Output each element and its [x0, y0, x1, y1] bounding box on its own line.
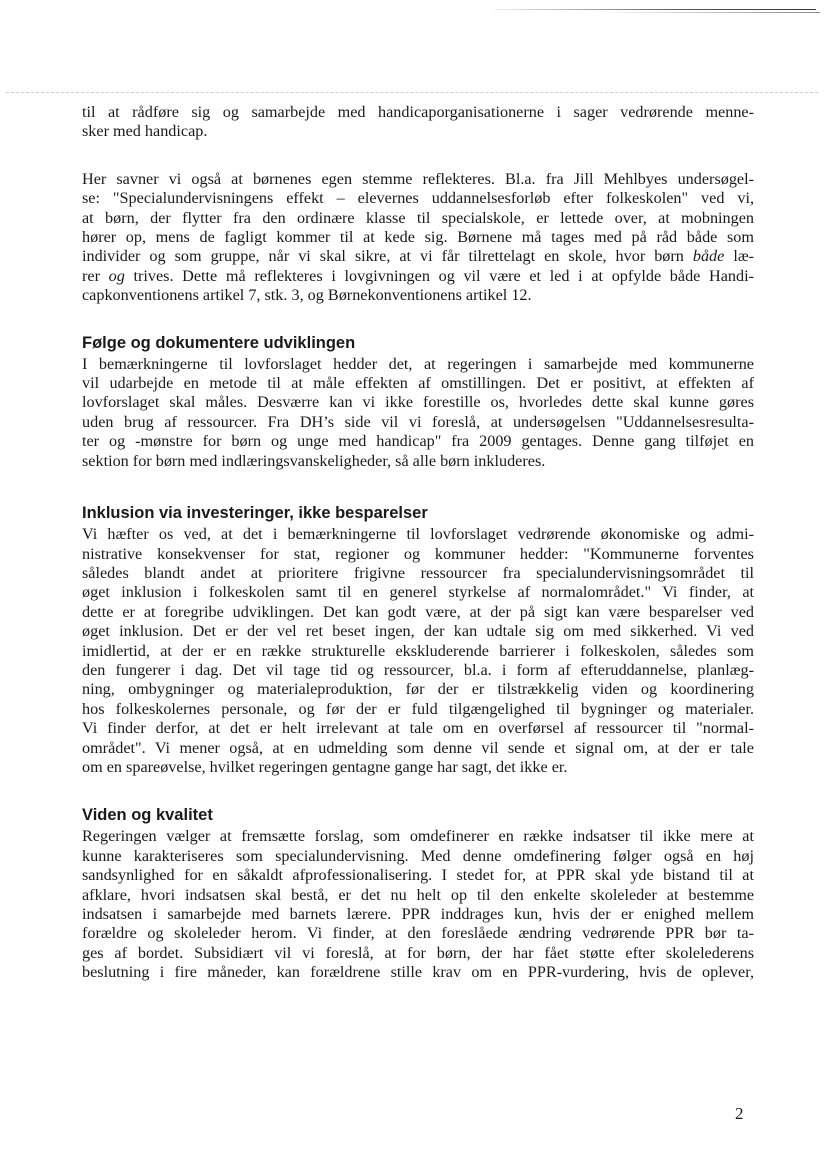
text-line: hører op, mens de fagligt kommer til at kede sig. Børnene må tages med på råd både som	[82, 228, 754, 247]
text-line: indsatsen i samarbejde med barnets lærere. PPR inddrages kun, hvis der er enighed mellem	[82, 905, 754, 923]
text-line: ning, ombygninger og materialeproduktion, før der er tilstrækkelig viden og koordinering	[82, 680, 754, 699]
text-line: nistrative konsekvenser for stat, regioner og kommuner hedder: "Kommunerne forventes	[82, 544, 754, 563]
text-line: sektion for børn med indlæringsvanskeligheder, så alle børn inkluderes.	[82, 451, 546, 470]
text-line: imidlertid, at der er en række strukturelle ekskluderende barrierer i folkeskolen, således som	[82, 641, 754, 660]
scan-artifact-dashed-line	[6, 92, 818, 93]
text-line: forældre og skoleleder herom. Vi finder, at den foreslåede ændring vedrørende PPR bør ta-	[82, 924, 754, 943]
text-line: individer og som gruppe, når vi skal sikre, at vi får tilrettelagt en skole, hvor børn både læ-	[82, 247, 755, 266]
text-line: kunne karakteriseres som specialundervisning. Med denne omdefinering følger også en høj	[82, 846, 754, 865]
text-line: lovforslaget skal måles. Desværre kan vi ikke forestille os, hvorledes dette skal kunne gøres	[82, 393, 754, 412]
text-line: rer og trives. Dette må reflekteres i lovgivningen og vil være et led i at opfylde både Handi-	[82, 266, 754, 285]
text-line: om en spareøvelse, hvilket regeringen gentagne gange har sagt, det ikke er.	[82, 757, 568, 776]
text-line: se: "Specialundervisningens effekt – elevernes uddannelsesforløb efter folkeskolen" ved vi,	[82, 189, 754, 208]
paragraph-children-voice	[82, 170, 754, 306]
section-heading-investments: Inklusion via investeringer, ikke besparelser	[82, 504, 428, 523]
text-line: Regeringen vælger at fremsætte forslag, som omdefinerer en række indsatser til ikke mere at	[82, 827, 754, 846]
text-line: capkonventionens artikel 7, stk. 3, og Børnekonventionens artikel 12.	[82, 286, 532, 305]
text-line: afklare, hvori indsatsen skal bestå, er det nu helt op til den enkelte skoleleder at bestemme	[82, 885, 754, 904]
text-line: sker med handicap.	[82, 122, 208, 141]
paragraph-investments	[82, 525, 754, 777]
text-line: Vi finder derfor, at det er helt irrelevant at tale om en overførsel af ressourcer til "normal-	[82, 719, 754, 738]
text-line: Her savner vi også at børnenes egen stemme reflekteres. Bl.a. fra Jill Mehlbyes undersøgel-	[82, 169, 754, 188]
text-line: øget inklusion. Det er der vel ret beset ingen, der kan udtale sig om med sikkerhed. Vi ved	[82, 622, 754, 641]
scan-artifact-line	[494, 9, 816, 10]
section-heading-follow-up: Følge og dokumentere udviklingen	[82, 333, 356, 352]
document-page	[82, 103, 754, 983]
paragraph-intro	[82, 103, 754, 142]
text-line: Vi hæfter os ved, at det i bemærkningerne til lovforslaget vedrørende økonomiske og admi-	[82, 525, 754, 544]
text-line: den fungerer i dag. Det vil tage tid og ressourcer, bl.a. i form af efteruddannelse, planlæg-	[82, 660, 754, 679]
text-line: således blandt andet at prioritere frigivne ressourcer fra specialundervisningsområdet til	[82, 563, 754, 582]
text-line: til at rådføre sig og samarbejde med handicaporganisationerne i sager vedrørende menne-	[82, 103, 754, 121]
scan-artifact-line	[600, 12, 820, 13]
text-line: ges af bordet. Subsidiært vil vi foreslå, at for børn, der har fået støtte efter skolelederens	[82, 943, 754, 962]
text-line: vil udarbejde en metode til at måle effekten af omstillingen. Det er positivt, at effekten af	[82, 374, 754, 393]
text-line: hos folkeskolernes personale, og før der er fuld tilgængelighed til bygninger og materialer.	[82, 699, 754, 718]
text-line: beslutning i fire måneder, kan forældrene stille krav om en PPR-vurdering, hvis de oplever,	[82, 963, 754, 982]
text-line: uden brug af ressourcer. Fra DH’s side vil vi foreslå, at undersøgelsen "Uddannelsesresulta-	[82, 412, 754, 431]
text-line: at børn, der flytter fra den ordinære klasse til specialskole, er lettede over, at mobningen	[82, 208, 754, 227]
section-heading-knowledge: Viden og kvalitet	[82, 806, 213, 825]
page-number: 2	[735, 1104, 744, 1123]
paragraph-knowledge	[82, 827, 754, 982]
text-line: ter og -mønstre for børn og unge med handicap" fra 2009 gentages. Denne gang tilføjet en	[82, 432, 754, 451]
text-line: øget inklusion i folkeskolen samt til en generel styrkelse af normalområdet." Vi finder, at	[82, 583, 754, 602]
text-line: dette er at foregribe udviklingen. Det kan godt være, at der på sigt kan være besparelser ved	[82, 602, 754, 621]
text-line: sandsynlighed for en såkaldt afprofessionalisering. I stedet for, at PPR skal yde bistand til at	[82, 866, 754, 885]
text-line: I bemærkningerne til lovforslaget hedder det, at regeringen i samarbejde med kommunerne	[82, 354, 754, 373]
paragraph-follow-up	[82, 355, 754, 471]
text-line: området". Vi mener også, at en udmelding som denne vil sende et signal om, at der er tale	[82, 738, 754, 757]
